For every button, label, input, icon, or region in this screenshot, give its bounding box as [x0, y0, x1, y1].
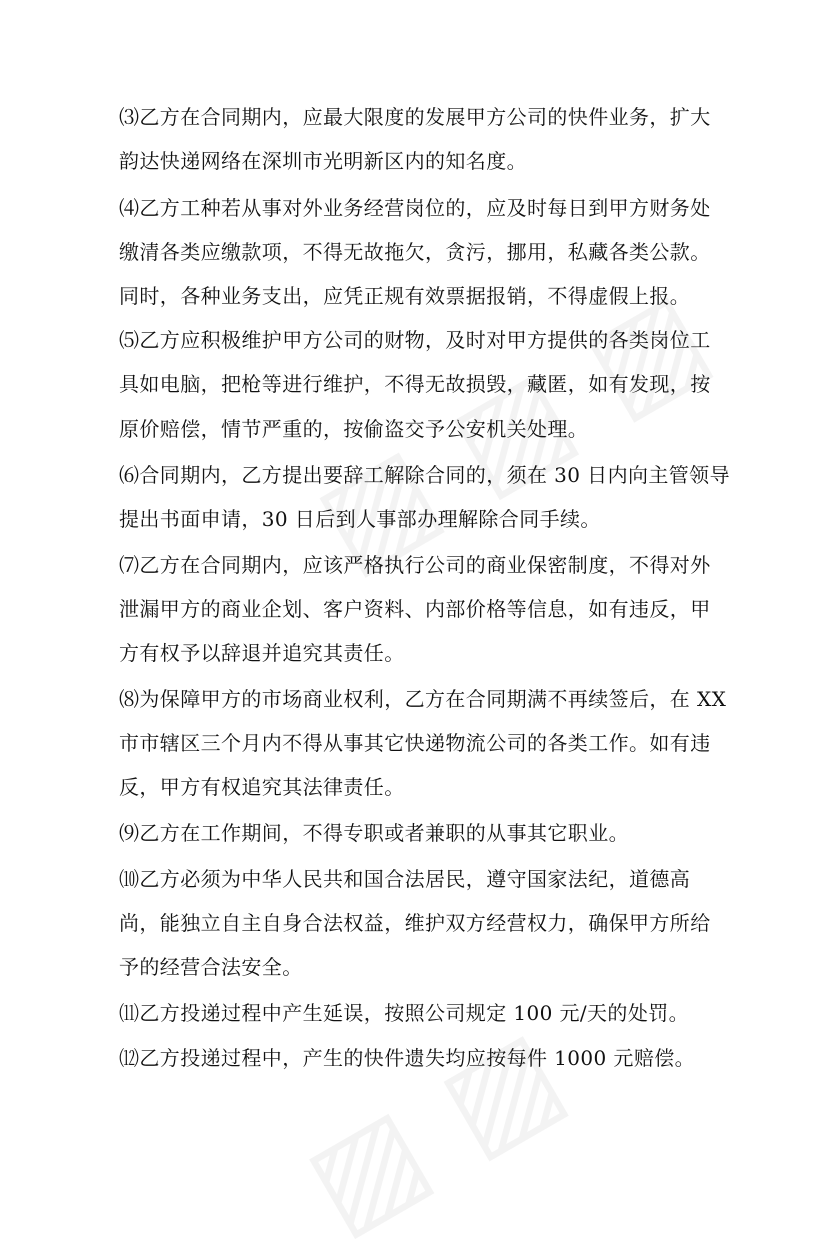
text-line: 提出书面申请，30 日后到人事部办理解除合同手续。 — [119, 507, 601, 531]
text-line: ⑾乙方投递过程中产生延误，按照公司规定 100 元/天的处罚。 — [119, 1001, 690, 1025]
text-line: ⑻为保障甲方的市场商业权利，乙方在合同期满不再续签后，在 XX — [119, 687, 727, 711]
text-line: 泄漏甲方的商业企划、客户资料、内部价格等信息，如有违反，甲 — [119, 597, 711, 621]
text-line: 原价赔偿，情节严重的，按偷盗交予公安机关处理。 — [119, 417, 589, 441]
text-line: 反，甲方有权追究其法律责任。 — [119, 775, 405, 799]
text-line: ⑹合同期内，乙方提出要辞工解除合同的，须在 30 日内向主管领导 — [119, 463, 730, 487]
text-line: 韵达快递网络在深圳市光明新区内的知名度。 — [119, 149, 527, 173]
watermark — [283, 1002, 585, 1257]
text-line: 具如电脑，把枪等进行维护，不得无故损毁，藏匿，如有发现，按 — [119, 372, 711, 396]
text-line: 予的经营合法安全。 — [119, 955, 303, 979]
text-line: ⑶乙方在合同期内，应最大限度的发展甲方公司的快件业务，扩大 — [119, 105, 711, 129]
text-line: ⑸乙方应积极维护甲方公司的财物，及时对甲方提供的各类岗位工 — [119, 328, 711, 352]
text-line: 尚，能独立自主自身合法权益，维护双方经营权力，确保甲方所给 — [119, 911, 711, 935]
text-line: ⑽乙方必须为中华人民共和国合法居民，遵守国家法纪，道德高 — [119, 867, 691, 891]
text-line: ⑿乙方投递过程中，产生的快件遗失均应按每件 1000 元赔偿。 — [119, 1046, 696, 1070]
text-line: 市市辖区三个月内不得从事其它快递物流公司的各类工作。如有违 — [119, 731, 711, 755]
text-line: ⑷乙方工种若从事对外业务经营岗位的，应及时每日到甲方财务处 — [119, 196, 711, 220]
text-line: 同时，各种业务支出，应凭正规有效票据报销，不得虚假上报。 — [119, 284, 691, 308]
text-line: ⑼乙方在工作期间，不得专职或者兼职的从事其它职业。 — [119, 821, 629, 845]
text-line: 缴清各类应缴款项，不得无故拖欠，贪污，挪用，私藏各类公款。 — [119, 240, 711, 264]
text-line: ⑺乙方在合同期内，应该严格执行公司的商业保密制度，不得对外 — [119, 553, 711, 577]
text-line: 方有权予以辞退并追究其责任。 — [119, 641, 405, 665]
